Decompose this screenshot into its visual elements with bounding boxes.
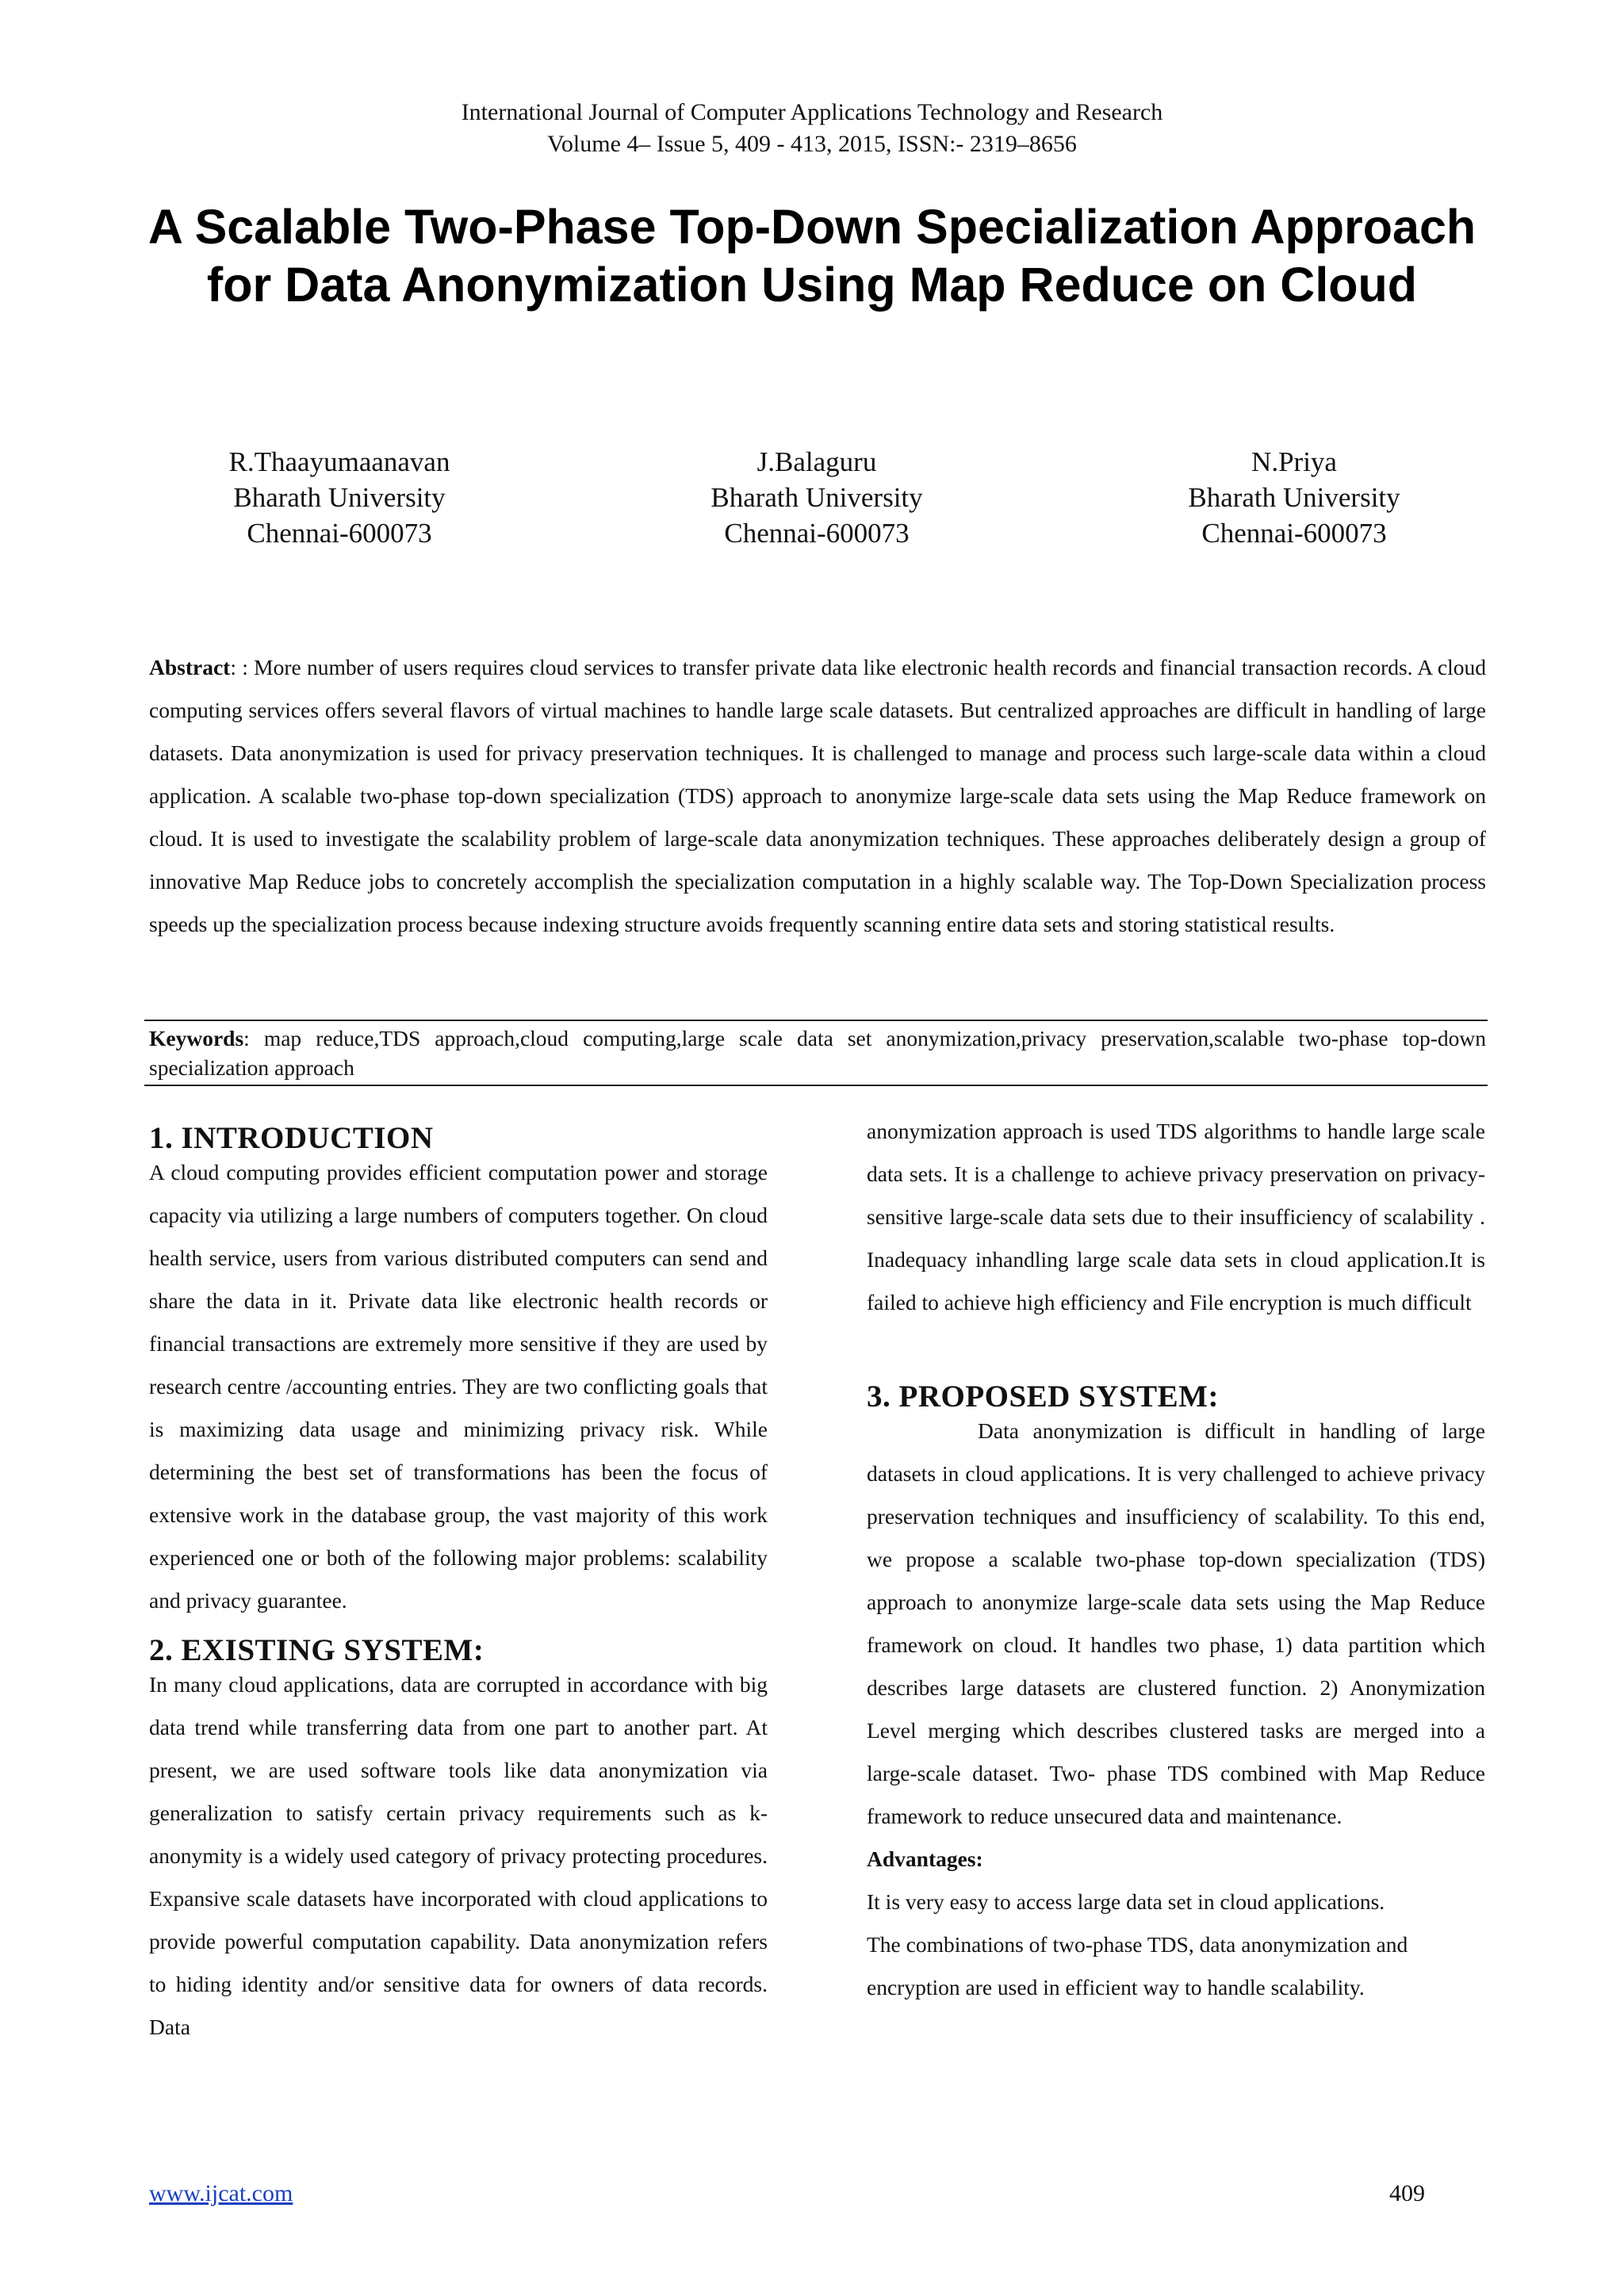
paper-title: A Scalable Two-Phase Top-Down Specialization Approach for Data Anonymization Using Map Reduce on Cloud — [147, 200, 1477, 312]
advantages-heading: Advantages: — [867, 1846, 983, 1871]
keywords — [149, 1024, 1486, 1082]
advantages-item-2: The combinations of two-phase TDS, data anonymization and encryption are used in efficient way to handle scalability. — [867, 1932, 1408, 1999]
journal-volume: Volume 4– Issue 5, 409 - 413, 2015, ISSN:- 2319–8656 — [547, 131, 1077, 157]
section-heading-proposed-system: 3. PROPOSED SYSTEM: — [867, 1380, 1219, 1414]
author-3 — [1088, 444, 1500, 551]
existing-system-continued: anonymization approach is used TDS algorithms to handle large scale data sets. It is a challenge to achieve privacy preservation on privacy-sensitive large-scale data sets due to their insufficiency of scalability . Inadequacy inhandling large scale data sets in cloud application.It is failed to achieve high efficiency and File encryption is much difficult — [867, 1119, 1485, 1314]
left-column — [149, 1121, 768, 2049]
keywords-top-rule — [144, 1020, 1488, 1021]
author-2 — [611, 444, 1023, 551]
author-city: Chennai-600073 — [1201, 518, 1387, 549]
abstract — [149, 646, 1486, 946]
author-1 — [133, 444, 546, 551]
right-column — [867, 1110, 1485, 2009]
keywords-label: Keywords — [149, 1026, 244, 1050]
page-number: 409 — [1389, 2180, 1425, 2206]
author-city: Chennai-600073 — [247, 518, 432, 549]
existing-system-text: In many cloud applications, data are corrupted in accordance with big data trend while transferring data from one part to another part. At present, we are used software tools like data anonymization via generalization to satisfy certain privacy requirements such as k-anonymity is a widely used category of privacy protecting procedures. Expansive scale datasets have incorporated with cloud applications to provide powerful computation capability. Data anonymization refers to hiding identity and/or sensitive data for owners of data records. Data — [149, 1672, 768, 2039]
section-heading-introduction: 1. INTRODUCTION — [149, 1121, 434, 1155]
proposed-system-text: Data anonymization is difficult in handling of large datasets in cloud applications. It is very challenged to achieve privacy preservation techniques and insufficiency of scalability. To this end, we propose a scalable two-phase top-down specialization (TDS) approach to anonymize large-scale data sets using the Map Reduce framework on cloud. It handles two phase, 1) data partition which describes large datasets are clustered function. 2) Anonymization Level merging which describes clustered tasks are merged into a large-scale dataset. Two- phase TDS combined with Map Reduce framework to reduce unsecured data and maintenance. — [867, 1418, 1485, 1828]
author-affiliation: Bharath University — [233, 482, 446, 513]
introduction-text: A cloud computing provides efficient computation power and storage capacity via utilizing a large numbers of computers together. On cloud health service, users from various distributed computers can send and share the data in it. Private data like electronic health records or financial transactions are extremely more sensitive if they are used by research centre /accounting entries. They are two conflicting goals that is maximizing data usage and minimizing privacy risk. While determining the best set of transformations has been the focus of extensive work in the database group, the vast majority of this work experienced one or both of the following major problems: scalability and privacy guarantee. — [149, 1160, 768, 1613]
abstract-label: Abstract — [149, 655, 231, 679]
abstract-text: : : More number of users requires cloud services to transfer private data like electronic health records and financial transaction records. A cloud computing services offers several flavors of virtual machines to handle large scale datasets. But centralized approaches are difficult in handling of large datasets. Data anonymization is used for privacy preservation techniques. It is challenged to manage and process such large-scale data within a cloud application. A scalable two-phase top-down specialization (TDS) approach to anonymize large-scale data sets using the Map Reduce framework on cloud. It is used to investigate the scalability problem of large-scale data anonymization techniques. These approaches deliberately design a group of innovative Map Reduce jobs to concretely accomplish the specialization computation in a highly scalable way. The Top-Down Specialization process speeds up the specialization process because indexing structure avoids frequently scanning entire data sets and storing statistical results. — [149, 655, 1486, 936]
author-name: J.Balaguru — [756, 446, 877, 477]
keywords-bottom-rule — [144, 1085, 1488, 1086]
section-heading-existing-system: 2. EXISTING SYSTEM: — [149, 1633, 485, 1667]
author-affiliation: Bharath University — [1188, 482, 1400, 513]
advantages-item-1: It is very easy to access large data set in cloud applications. — [867, 1889, 1385, 1914]
author-affiliation: Bharath University — [710, 482, 923, 513]
journal-website-link[interactable]: www.ijcat.com — [149, 2180, 293, 2206]
journal-name: International Journal of Computer Applications Technology and Research — [461, 99, 1163, 125]
author-name: R.Thaayumaanavan — [228, 446, 450, 477]
keywords-text: : map reduce,TDS approach,cloud computing,large scale data set anonymization,privacy preservation,scalable two-phase top-down specialization approach — [149, 1026, 1486, 1080]
author-name: N.Priya — [1251, 446, 1337, 477]
author-city: Chennai-600073 — [724, 518, 910, 549]
journal-header — [0, 97, 1624, 160]
